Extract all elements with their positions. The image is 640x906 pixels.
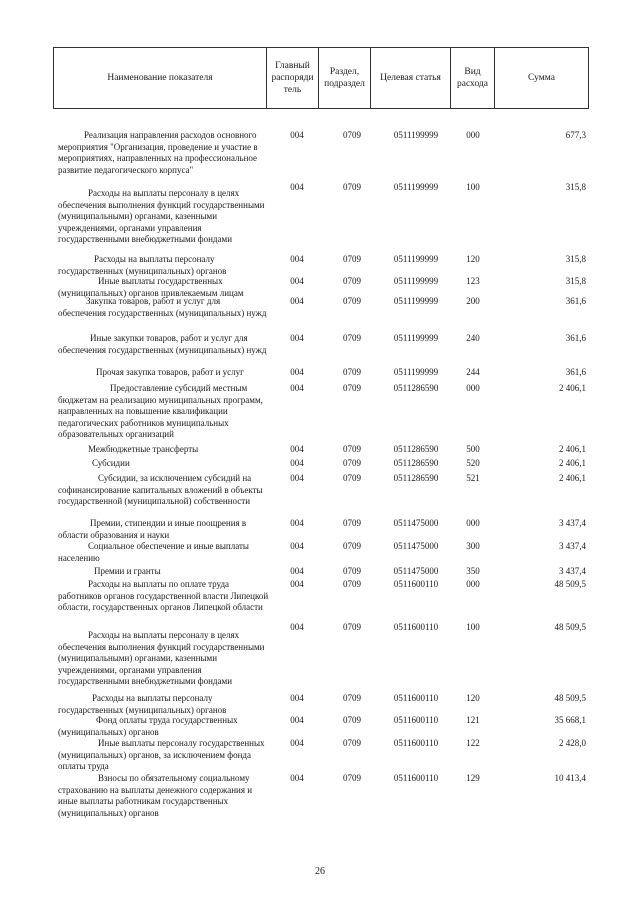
row-name: Иные закупки товаров, работ и услуг для обеспечения государственных (муниципальных) нужд	[58, 333, 267, 355]
row-celev: 0511199999	[393, 296, 439, 306]
row-name: Премии и гранты	[94, 566, 161, 576]
row-glav: 004	[290, 518, 304, 528]
row-glav: 004	[290, 444, 304, 454]
page-number: 26	[315, 866, 325, 877]
row-glav: 004	[290, 622, 304, 632]
row-glav: 004	[290, 541, 304, 551]
row-glav: 004	[290, 254, 304, 264]
row-glav: 004	[290, 383, 304, 393]
row-glav: 004	[290, 333, 304, 343]
row-sum: 2 406,1	[559, 444, 586, 454]
row-razdel: 0709	[343, 518, 361, 528]
row-razdel: 0709	[343, 773, 361, 783]
row-vid: 000	[466, 130, 480, 140]
row-name: Премии, стипендии и иные поощрения в области образования и науки	[58, 518, 247, 540]
row-celev: 0511600110	[393, 738, 439, 748]
row-celev: 0511600110	[393, 773, 439, 783]
row-sum: 361,6	[565, 333, 586, 343]
row-name: Прочая закупка товаров, работ и услуг	[96, 367, 244, 377]
row-name: Расходы на выплаты персоналу в целях обеспечения выполнения функций государственными (муниципальными) органами, казенными учреждениями, органами управления государственными внебюджетными фондами	[58, 188, 265, 244]
row-razdel: 0709	[343, 182, 361, 192]
row-celev: 0511600110	[393, 693, 439, 703]
row-celev: 0511286590	[393, 458, 439, 468]
header-name: Наименование показателя	[54, 48, 267, 109]
row-sum: 48 509,5	[554, 622, 586, 632]
row-sum: 315,8	[565, 276, 586, 286]
row-razdel: 0709	[343, 296, 361, 306]
row-razdel: 0709	[343, 254, 361, 264]
row-glav: 004	[290, 296, 304, 306]
row-name: Субсидии	[92, 458, 130, 468]
row-vid: 000	[466, 383, 480, 393]
row-vid: 122	[466, 738, 480, 748]
row-sum: 3 437,4	[559, 541, 586, 551]
row-name: Взносы по обязательному социальному страхованию на выплаты денежного содержания и иные выплаты работникам государственных (муниципальных) органов	[58, 773, 253, 818]
row-sum: 315,8	[565, 254, 586, 264]
row-razdel: 0709	[343, 444, 361, 454]
row-celev: 0511199999	[393, 276, 439, 286]
table-header	[53, 47, 589, 109]
row-razdel: 0709	[343, 333, 361, 343]
row-vid: 244	[466, 367, 480, 377]
row-razdel: 0709	[343, 541, 361, 551]
row-celev: 0511286590	[393, 473, 439, 483]
row-sum: 2 406,1	[559, 383, 586, 393]
row-celev: 0511199999	[393, 254, 439, 264]
row-razdel: 0709	[343, 579, 361, 589]
row-vid: 350	[466, 566, 480, 576]
row-sum: 361,6	[565, 367, 586, 377]
row-name: Межбюджетные трансферты	[88, 444, 199, 454]
row-sum: 35 668,1	[554, 715, 586, 725]
row-name: Субсидии, за исключением субсидий на софинансирование капитальных вложений в объекты государственной (муниципальной) собственности	[58, 473, 263, 506]
row-razdel: 0709	[343, 130, 361, 140]
row-vid: 120	[466, 254, 480, 264]
row-vid: 200	[466, 296, 480, 306]
row-glav: 004	[290, 579, 304, 589]
row-name: Реализация направления расходов основного мероприятия "Организация, проведение и участие в мероприятиях, направленных на профессиональное развитие педагогического корпуса"	[58, 130, 258, 175]
row-name: Расходы на выплаты персоналу государственных (муниципальных) органов	[58, 254, 227, 276]
row-sum: 315,8	[565, 182, 586, 192]
row-glav: 004	[290, 182, 304, 192]
row-sum: 48 509,5	[554, 693, 586, 703]
row-glav: 004	[290, 130, 304, 140]
header-razdel: Раздел, подраздел	[319, 48, 371, 109]
row-celev: 0511199999	[393, 367, 439, 377]
header-glav: Главный распоряди тель	[267, 48, 319, 109]
row-name: Иные выплаты персоналу государственных (муниципальных) органов, за исключением фонда оплаты труда	[58, 738, 265, 771]
row-celev: 0511600110	[393, 622, 439, 632]
row-razdel: 0709	[343, 473, 361, 483]
header-celev: Целевая статья	[371, 48, 451, 109]
row-name: Закупка товаров, работ и услуг для обеспечения государственных (муниципальных) нужд	[58, 296, 267, 318]
row-glav: 004	[290, 458, 304, 468]
row-razdel: 0709	[343, 276, 361, 286]
row-name: Расходы на выплаты персоналу в целях обеспечения выполнения функций государственными (муниципальными) органами, казенными учреждениями, органами управления государственными внебюджетными фондами	[58, 630, 265, 686]
row-celev: 0511286590	[393, 444, 439, 454]
row-vid: 120	[466, 693, 480, 703]
row-sum: 3 437,4	[559, 518, 586, 528]
row-glav: 004	[290, 566, 304, 576]
row-razdel: 0709	[343, 458, 361, 468]
row-razdel: 0709	[343, 738, 361, 748]
row-glav: 004	[290, 738, 304, 748]
row-celev: 0511475000	[393, 566, 439, 576]
row-vid: 240	[466, 333, 480, 343]
row-vid: 000	[466, 518, 480, 528]
row-glav: 004	[290, 473, 304, 483]
row-celev: 0511199999	[393, 182, 439, 192]
row-glav: 004	[290, 693, 304, 703]
row-sum: 677,3	[565, 130, 586, 140]
row-celev: 0511475000	[393, 518, 439, 528]
row-vid: 100	[466, 622, 480, 632]
row-name: Социальное обеспечение и иные выплаты населению	[58, 541, 249, 563]
row-celev: 0511286590	[393, 383, 439, 393]
row-name: Предоставление субсидий местным бюджетам на реализацию муниципальных программ, направленных на повышение квалификации педагогических работников муниципальных образовательных организаций	[58, 383, 263, 439]
row-razdel: 0709	[343, 566, 361, 576]
row-razdel: 0709	[343, 693, 361, 703]
row-sum: 2 406,1	[559, 473, 586, 483]
row-sum: 2 428,0	[559, 738, 586, 748]
row-name: Фонд оплаты труда государственных (муниципальных) органов	[58, 715, 238, 737]
row-vid: 100	[466, 182, 480, 192]
row-vid: 123	[466, 276, 480, 286]
row-sum: 2 406,1	[559, 458, 586, 468]
row-sum: 3 437,4	[559, 566, 586, 576]
row-glav: 004	[290, 367, 304, 377]
row-vid: 521	[466, 473, 480, 483]
row-sum: 48 509,5	[554, 579, 586, 589]
row-sum: 361,6	[565, 296, 586, 306]
row-name: Иные выплаты государственных (муниципальных) органов привлекаемым лицам	[58, 276, 244, 298]
row-celev: 0511475000	[393, 541, 439, 551]
row-celev: 0511199999	[393, 333, 439, 343]
row-razdel: 0709	[343, 715, 361, 725]
row-vid: 300	[466, 541, 480, 551]
row-name: Расходы на выплаты по оплате труда работников органов государственной власти Липецкой области, государственных органов Липецкой области	[58, 579, 269, 612]
row-vid: 129	[466, 773, 480, 783]
row-razdel: 0709	[343, 622, 361, 632]
row-vid: 000	[466, 579, 480, 589]
row-celev: 0511199999	[393, 130, 439, 140]
header-sum: Сумма	[495, 48, 589, 109]
row-celev: 0511600110	[393, 715, 439, 725]
row-glav: 004	[290, 715, 304, 725]
row-vid: 500	[466, 444, 480, 454]
row-glav: 004	[290, 276, 304, 286]
row-vid: 121	[466, 715, 480, 725]
row-glav: 004	[290, 773, 304, 783]
row-sum: 10 413,4	[554, 773, 586, 783]
row-razdel: 0709	[343, 367, 361, 377]
row-name: Расходы на выплаты персоналу государственных (муниципальных) органов	[58, 693, 227, 715]
row-vid: 520	[466, 458, 480, 468]
row-celev: 0511600110	[393, 579, 439, 589]
header-vid: Вид расхода	[451, 48, 495, 109]
row-razdel: 0709	[343, 383, 361, 393]
